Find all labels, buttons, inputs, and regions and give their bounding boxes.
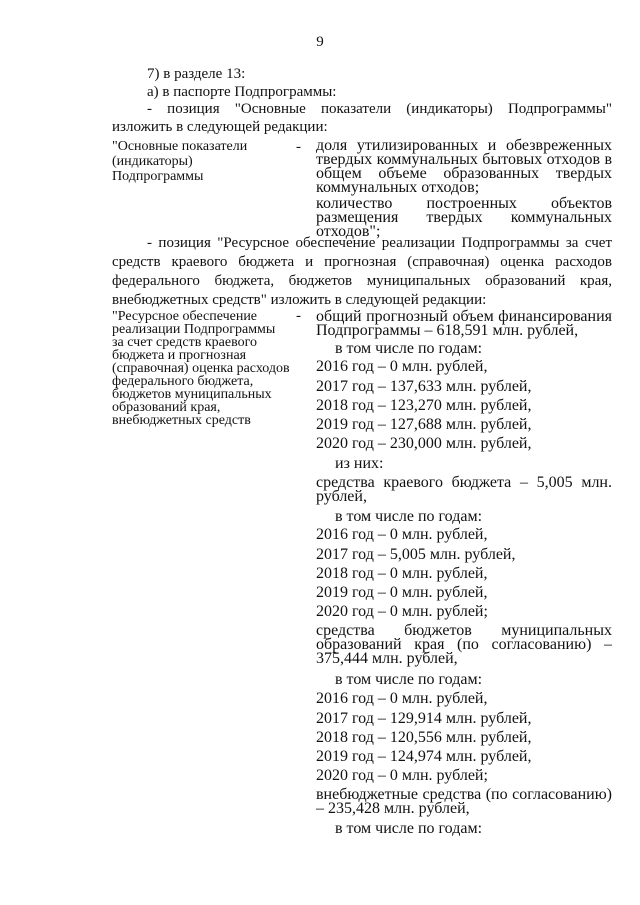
year-municipal-2016: 2016 год – 0 млн. рублей, bbox=[316, 690, 488, 707]
total-financing: общий прогнозный объем финансирования Подпрограммы – 618,591 млн. рублей, bbox=[316, 308, 612, 339]
by-years-3: в том числе по годам: bbox=[335, 671, 483, 688]
year-municipal-2018: 2018 год – 120,556 млн. рублей, bbox=[316, 729, 532, 746]
year-regional-2020: 2020 год – 0 млн. рублей; bbox=[316, 603, 488, 620]
year-regional-2019: 2019 год – 0 млн. рублей, bbox=[316, 584, 488, 601]
municipal-budget: средства бюджетов муниципальных образований края (по согласованию) – 375,444 млн. рублей, bbox=[316, 622, 612, 667]
item-a: а) в паспорте Подпрограммы: bbox=[147, 84, 337, 100]
table1-dash: - bbox=[296, 139, 301, 155]
year-regional-2017: 2017 год – 5,005 млн. рублей, bbox=[316, 546, 516, 563]
table1-right-1: доля утилизированных и обезвреженных твердых коммунальных бытовых отходов в общем объеме образованных твердых коммунальных отходов; bbox=[316, 137, 612, 196]
extrabudget-funds: внебюджетные средства (по согласованию) – 235,428 млн. рублей, bbox=[316, 786, 612, 817]
year-total-2019: 2019 год – 127,688 млн. рублей, bbox=[316, 416, 532, 433]
year-regional-2018: 2018 год – 0 млн. рублей, bbox=[316, 565, 488, 582]
year-municipal-2017: 2017 год – 129,914 млн. рублей, bbox=[316, 710, 532, 727]
year-total-2017: 2017 год – 137,633 млн. рублей, bbox=[316, 378, 532, 395]
year-total-2020: 2020 год – 230,000 млн. рублей, bbox=[316, 435, 532, 452]
table1-right-2: количество построенных объектов размещения твердых коммунальных отходов"; bbox=[316, 195, 612, 240]
year-total-2016: 2016 год – 0 млн. рублей, bbox=[316, 358, 488, 375]
page-number: 9 bbox=[316, 34, 324, 50]
regional-budget: средства краевого бюджета – 5,005 млн. рублей, bbox=[316, 474, 612, 505]
by-years-4: в том числе по годам: bbox=[335, 820, 483, 837]
paragraph-indicators: - позиция "Основные показатели (индикаторы) Подпрограммы" изложить в следующей редакции: bbox=[112, 101, 612, 135]
year-regional-2016: 2016 год – 0 млн. рублей, bbox=[316, 526, 488, 543]
table1-left: "Основные показатели (индикаторы) Подпрограммы bbox=[112, 139, 248, 184]
item-7: 7) в разделе 13: bbox=[147, 66, 246, 82]
year-municipal-2020: 2020 год – 0 млн. рублей; bbox=[316, 767, 488, 784]
table2-left: "Ресурсное обеспечение реализации Подпрограммы за счет средств краевого бюджета и прогнозная (справочная) оценка расходов федерального бюджета, бюджетов муниципальных образований края, внебюджетных средств bbox=[112, 309, 290, 428]
year-municipal-2019: 2019 год – 124,974 млн. рублей, bbox=[316, 748, 532, 765]
paragraph-resources: - позиция "Ресурсное обеспечение реализации Подпрограммы за счет средств краевого бюджета и прогнозная (справочная) оценка расходов федерального бюджета, бюджетов муниципальных образований края, внебюджетных средств" изложить в следующей редакции: bbox=[112, 235, 612, 308]
of-them: из них: bbox=[335, 455, 384, 472]
by-years-1: в том числе по годам: bbox=[335, 340, 483, 357]
year-total-2018: 2018 год – 123,270 млн. рублей, bbox=[316, 397, 532, 414]
table2-dash: - bbox=[296, 308, 301, 324]
by-years-2: в том числе по годам: bbox=[335, 508, 483, 525]
